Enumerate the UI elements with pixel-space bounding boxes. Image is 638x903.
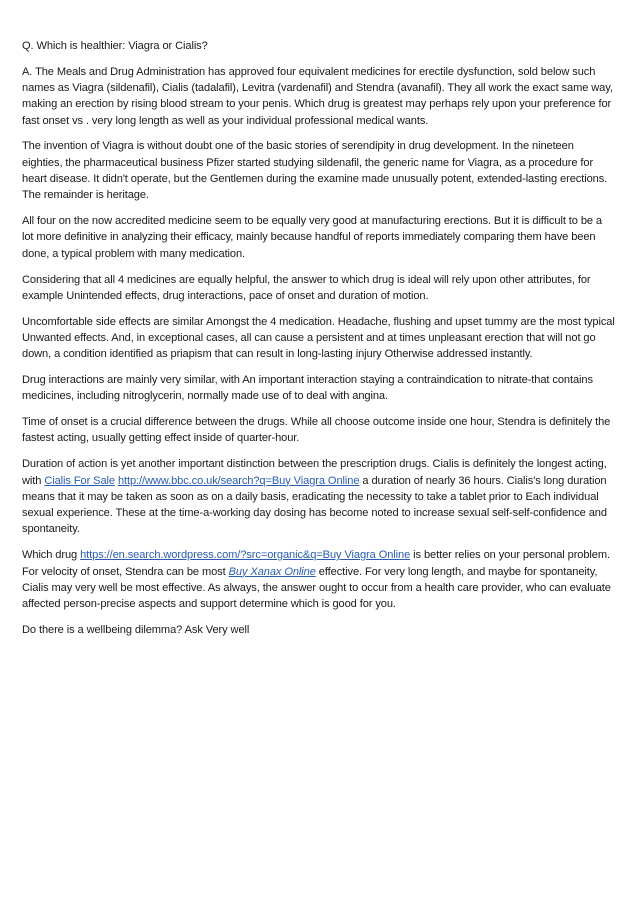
duration-text-before: Duration of action is yet another important distinction between the prescription drugs. Cialis is definitely the longest acting, with: [22, 458, 607, 487]
question-heading: Q. Which is healthier: Viagra or Cialis?: [22, 40, 208, 52]
document-body: [22, 38, 616, 648]
duration-text-after: a duration of nearly 36 hours. Cialis's long duration means that it may be taken as soon as on a daily basis, eradicating the necessity to take a tablet prior to Each individual sexual experience. These at the time-a-working day dosing has become noted to increase sexual self-self-confidence and spontaneity.: [22, 474, 607, 536]
paragraph-efficacy: All four on the now accredited medicine seem to be equally very good at manufacturing erections. But it is difficult to be a lot more definitive in analyzing their efficacy, mainly because handful of reports immediately comparing them have been done, a typical problem with many medication.: [22, 215, 603, 260]
paragraph-interactions: Drug interactions are mainly very similar, with An important interaction staying a contraindication to nitrate-that contains medicines, including nitroglycerin, normally made use of to deal with angina.: [22, 374, 593, 403]
paragraph-viagra-history: The invention of Viagra is without doubt one of the basic stories of serendipity in drug development. In the nineteen eighties, the pharmaceutical business Pfizer started studying sildenafil, the generic name for Viagra, as a procedure for heart disease. It didn't operate, but the Gentlemen during the examine made unusually potent, extended-lasting erections. The remainder is heritage.: [22, 140, 608, 202]
bbc-search-link[interactable]: http://www.bbc.co.uk/search?q=Buy Viagra Online: [117, 474, 360, 487]
which-drug-text-middle: is better relies on your personal problem. For velocity of onset, Stendra can be most: [22, 549, 610, 578]
buy-xanax-link[interactable]: Buy Xanax Online: [228, 565, 316, 578]
paragraph-side-effects: Uncomfortable side effects are similar Amongst the 4 medication. Headache, flushing and upset tummy are the most typical Unwanted effects. And, in exceptional cases, all can cause a persistent and at times unpleasant erection that will not go down, a condition identified as priapism that can result in long-lasting injury Otherwise addressed instantly.: [22, 315, 615, 361]
which-drug-text-after: effective. For very long length, and maybe for spontaneity, Cialis may very well be most effective. As always, the answer ought to occur from a health care provider, who can evaluate affected person-precise aspects and support determine which is good for you.: [22, 565, 611, 611]
paragraph-which-drug: [22, 547, 616, 612]
which-drug-text-before: Which drug: [22, 549, 81, 562]
paragraph-answer-intro: A. The Meals and Drug Administration has approved four equivalent medicines for erectile dysfunction, sold below such names as Viagra (sildenafil), Cialis (tadalafil), Levitra (vardenafil) and Stendra (avanafil). They all work the exact same way, making an erection by rising blood stream to your penis. Which drug is greatest may perhaps rely upon your preference for fast onset vs . very long length as well as your individual professional medical wants.: [22, 65, 613, 127]
paragraph-closing: Do there is a wellbeing dilemma? Ask Very well: [22, 623, 250, 636]
cialis-for-sale-link[interactable]: Cialis For Sale: [44, 474, 115, 487]
paragraph-attributes: Considering that all 4 medicines are equally helpful, the answer to which drug is ideal will rely upon other attributes, for example Unintended effects, drug interactions, pace of onset and duration of motion.: [22, 273, 591, 302]
paragraph-onset: Time of onset is a crucial difference between the drugs. While all choose outcome inside one hour, Stendra is definitely the fastest acting, usually getting effect inside of quarter-hour.: [22, 416, 611, 445]
paragraph-duration: [22, 456, 616, 537]
wordpress-search-link[interactable]: https://en.search.wordpress.com/?src=organic&q=Buy Viagra Online: [80, 549, 411, 562]
